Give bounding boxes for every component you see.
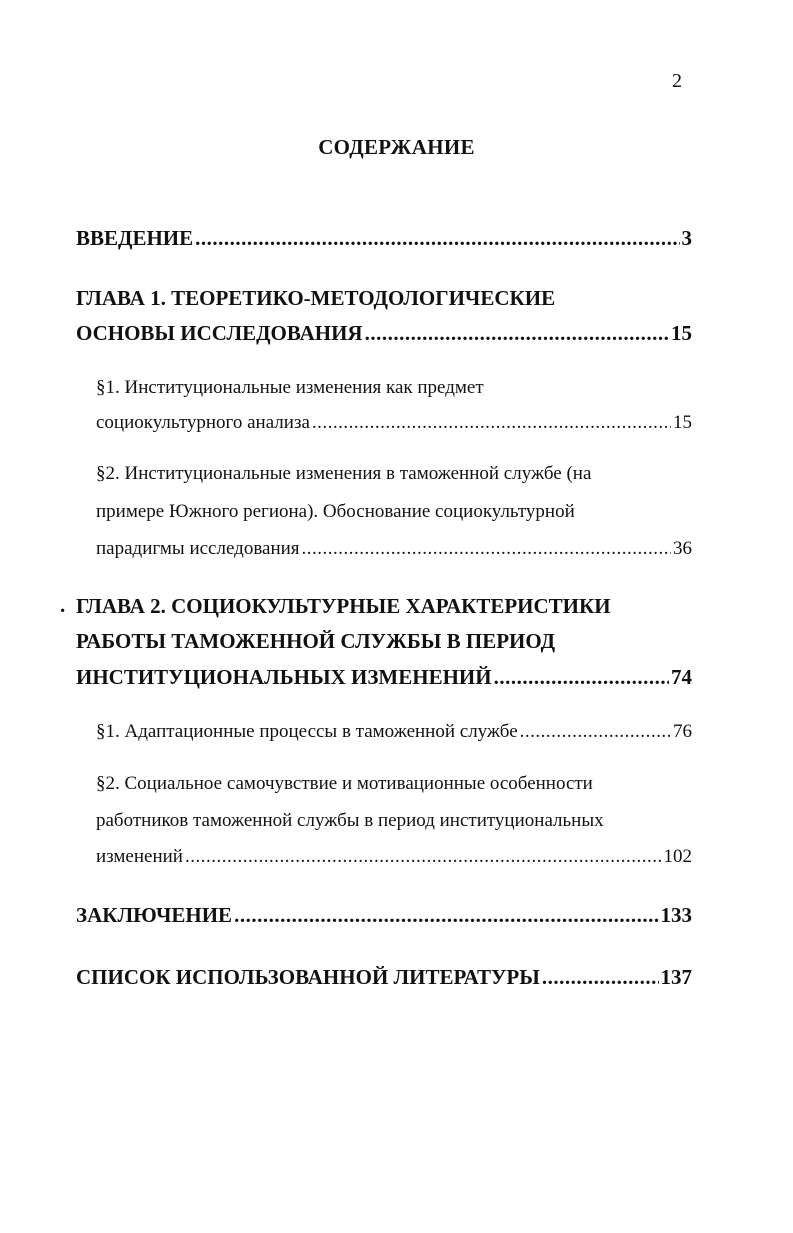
toc-entry-ch2-section-2-line-1[interactable]: §2. Социальное самочувствие и мотивационные особенности [96,773,593,794]
toc-entry-ch1-section-2[interactable] [96,539,692,558]
toc-entry-page: 15 [671,321,692,345]
dot-leader [494,667,669,688]
toc-entry-label: парадигмы исследования [96,538,300,559]
toc-entry-ch1-section-2-line-1[interactable]: §2. Институциональные изменения в таможенной службе (на [96,463,592,484]
toc-entry-ch2-section-2[interactable] [96,847,692,866]
toc-entry-label: социокультурного анализа [96,412,310,433]
toc-entry-ch1-section-1[interactable] [96,413,692,432]
toc-entry-page: 74 [671,665,692,689]
stray-mark: . [60,593,66,617]
toc-entry-chapter-1-line-1[interactable]: ГЛАВА 1. ТЕОРЕТИКО-МЕТОДОЛОГИЧЕСКИЕ [76,286,556,310]
toc-entry-label: ИНСТИТУЦИОНАЛЬНЫХ ИЗМЕНЕНИЙ [76,665,492,689]
toc-entry-label: §1. Адаптационные процессы в таможенной службе [96,721,518,742]
toc-entry-label: СПИСОК ИСПОЛЬЗОВАННОЙ ЛИТЕРАТУРЫ [76,965,540,989]
toc-entry-chapter-2-line-1[interactable]: ГЛАВА 2. СОЦИОКУЛЬТУРНЫЕ ХАРАКТЕРИСТИКИ [76,594,611,618]
toc-entry-label: ОСНОВЫ ИССЛЕДОВАНИЯ [76,321,363,345]
toc-title: СОДЕРЖАНИЕ [318,135,475,159]
toc-entry-page: 36 [673,538,692,559]
toc-entry-page: 15 [673,412,692,433]
toc-entry-ch2-section-2-line-2[interactable]: работников таможенной службы в период институциональных [96,810,604,831]
dot-leader [185,847,662,866]
toc-entry-chapter-2[interactable] [76,667,692,688]
toc-entry-chapter-2-line-2[interactable]: РАБОТЫ ТАМОЖЕННОЙ СЛУЖБЫ В ПЕРИОД [76,629,556,653]
toc-entry-ch2-section-1[interactable] [96,722,692,741]
dot-leader [312,413,671,432]
toc-entry-page: 133 [660,903,692,927]
toc-entry-label: ЗАКЛЮЧЕНИЕ [76,903,233,927]
toc-entry-page: 3 [681,226,692,250]
dot-leader [195,228,679,249]
toc-entry-page: 102 [663,846,692,867]
toc-entry-page: 137 [660,965,692,989]
toc-entry-ch1-section-1-line-1[interactable]: §1. Институциональные изменения как предмет [96,377,484,398]
toc-entry-page: 76 [673,721,692,742]
toc-entry-intro[interactable] [76,228,692,249]
toc-entry-references[interactable] [76,967,692,988]
toc-entry-conclusion[interactable] [76,905,692,926]
toc-entry-chapter-1[interactable] [76,323,692,344]
dot-leader [302,539,671,558]
toc-entry-label: ВВЕДЕНИЕ [76,226,194,250]
toc-entry-label: изменений [96,846,183,867]
page-number: 2 [672,70,682,92]
dot-leader [520,722,671,741]
toc-entry-ch1-section-2-line-2[interactable]: примере Южного региона). Обоснование социокультурной [96,501,575,522]
dot-leader [365,323,669,344]
dot-leader [542,967,659,988]
dot-leader [234,905,658,926]
